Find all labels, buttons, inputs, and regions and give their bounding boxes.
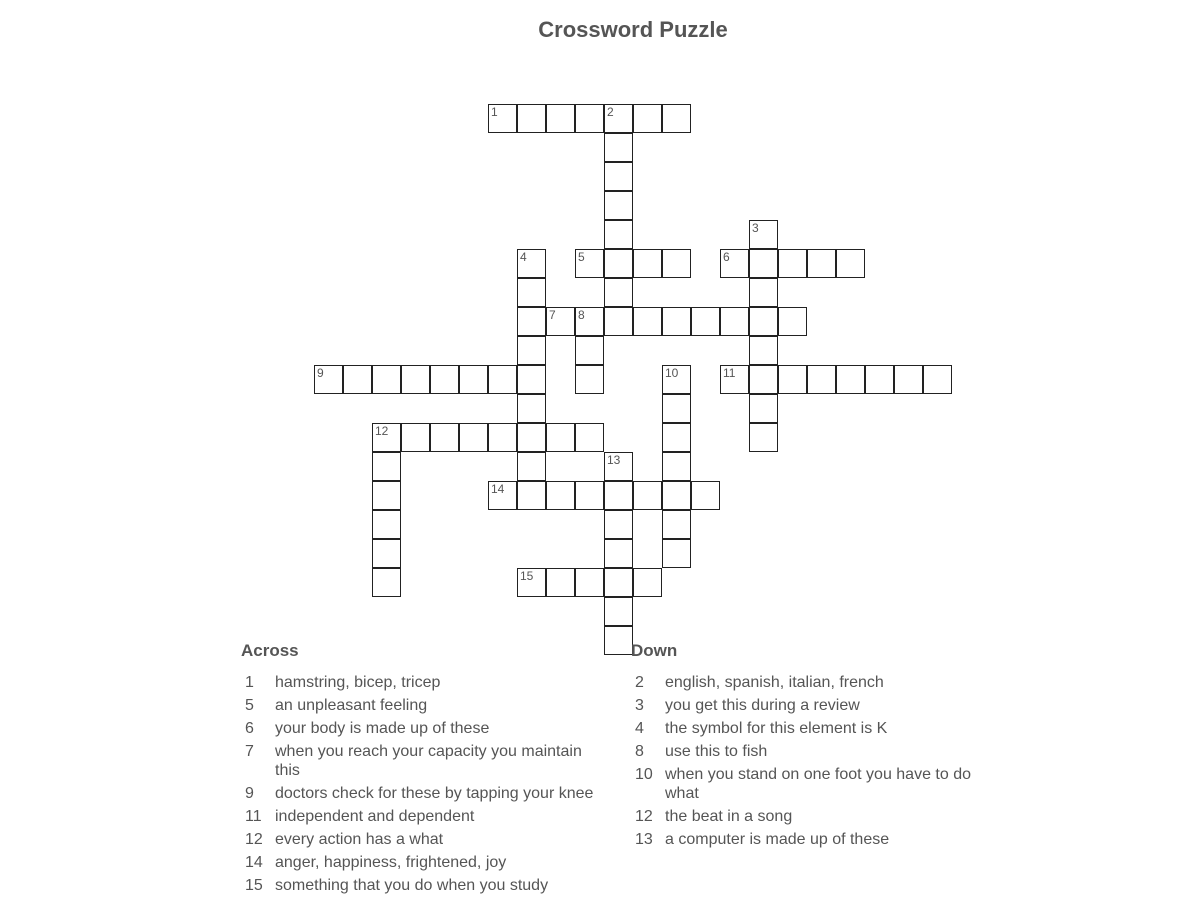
down-clue	[631, 830, 1001, 849]
grid-cell[interactable]	[633, 249, 662, 278]
grid-cell[interactable]	[517, 104, 546, 133]
grid-cell[interactable]	[778, 307, 807, 336]
grid-cell[interactable]	[604, 162, 633, 191]
clue-number: 15	[245, 877, 263, 894]
clue-text: when you reach your capacity you maintain this	[275, 743, 582, 779]
grid-cell[interactable]	[314, 365, 343, 394]
cell-number: 3	[752, 221, 759, 235]
grid-cell[interactable]	[575, 307, 604, 336]
grid-cell[interactable]	[517, 307, 546, 336]
clue-number: 13	[635, 831, 653, 848]
grid-cell[interactable]	[517, 249, 546, 278]
grid-cell[interactable]	[604, 568, 633, 597]
grid-cell[interactable]	[604, 220, 633, 249]
grid-cell[interactable]	[372, 365, 401, 394]
grid-cell[interactable]	[517, 278, 546, 307]
grid-cell[interactable]	[749, 307, 778, 336]
grid-cell[interactable]	[488, 365, 517, 394]
grid-cell[interactable]	[604, 278, 633, 307]
puzzle-title: Crossword Puzzle	[538, 17, 728, 42]
grid-cell[interactable]	[923, 365, 952, 394]
grid-cell[interactable]	[749, 394, 778, 423]
clue-number: 6	[245, 720, 254, 737]
down-clues	[631, 641, 1001, 853]
clue-text: english, spanish, italian, french	[665, 674, 884, 691]
cell-number: 9	[317, 366, 324, 380]
clue-text: your body is made up of these	[275, 720, 490, 737]
clue-text: when you stand on one foot you have to do what	[665, 766, 972, 802]
cell-number: 1	[491, 105, 498, 119]
clue-text: the symbol for this element is K	[665, 720, 888, 737]
grid-cell[interactable]	[488, 423, 517, 452]
cell-number: 4	[520, 250, 527, 264]
clue-text: doctors check for these by tapping your knee	[275, 785, 594, 802]
grid-cell[interactable]	[546, 104, 575, 133]
grid-cell[interactable]	[430, 365, 459, 394]
clue-number: 3	[635, 697, 644, 714]
across-clue	[241, 830, 611, 849]
clue-number: 12	[635, 808, 653, 825]
grid-cell[interactable]	[662, 307, 691, 336]
grid-cell[interactable]	[401, 365, 430, 394]
grid-cell[interactable]	[662, 452, 691, 481]
clue-number: 5	[245, 697, 254, 714]
grid-cell[interactable]	[372, 452, 401, 481]
grid-cell[interactable]	[662, 365, 691, 394]
grid-cell[interactable]	[604, 510, 633, 539]
clue-text: an unpleasant feeling	[275, 697, 428, 714]
grid-cell[interactable]	[604, 104, 633, 133]
across-heading: Across	[241, 641, 299, 660]
grid-cell[interactable]	[546, 307, 575, 336]
clue-text: something that you do when you study	[275, 877, 549, 894]
clue-number: 14	[245, 854, 263, 871]
across-clue	[241, 876, 611, 895]
grid-cell[interactable]	[720, 307, 749, 336]
across-clue	[241, 696, 611, 715]
grid-cell[interactable]	[604, 481, 633, 510]
grid-cell[interactable]	[604, 133, 633, 162]
grid-cell[interactable]	[633, 568, 662, 597]
grid-cell[interactable]	[401, 423, 430, 452]
grid-cell[interactable]	[662, 394, 691, 423]
grid-cell[interactable]	[459, 423, 488, 452]
grid-cell[interactable]	[546, 568, 575, 597]
clue-text: you get this during a review	[665, 697, 860, 714]
across-clue	[241, 853, 611, 872]
down-clue	[631, 765, 1001, 803]
cell-number: 14	[491, 482, 505, 496]
grid-cell[interactable]	[372, 510, 401, 539]
grid-cell[interactable]	[894, 365, 923, 394]
grid-cell[interactable]	[372, 568, 401, 597]
clue-number: 2	[635, 674, 644, 691]
grid-cell[interactable]	[633, 307, 662, 336]
grid-cell[interactable]	[604, 539, 633, 568]
grid-cell[interactable]	[372, 539, 401, 568]
cell-number: 15	[520, 569, 534, 583]
grid-cell[interactable]	[662, 249, 691, 278]
grid-cell[interactable]	[517, 452, 546, 481]
clue-number: 9	[245, 785, 254, 802]
cell-number: 11	[723, 366, 736, 380]
grid-cell[interactable]	[575, 336, 604, 365]
grid-cell[interactable]	[807, 249, 836, 278]
across-clues	[241, 641, 611, 899]
grid-cell[interactable]	[517, 423, 546, 452]
across-clue-list	[241, 673, 611, 895]
grid-cell[interactable]	[749, 423, 778, 452]
across-clue	[241, 719, 611, 738]
grid-cell[interactable]	[662, 510, 691, 539]
cell-number: 2	[607, 105, 614, 119]
grid-cell[interactable]	[662, 539, 691, 568]
cell-number: 6	[723, 250, 730, 264]
grid-cell[interactable]	[459, 365, 488, 394]
grid-cell[interactable]	[604, 597, 633, 626]
grid-cell[interactable]	[604, 307, 633, 336]
clue-text: anger, happiness, frightened, joy	[275, 854, 507, 871]
grid-cell[interactable]	[778, 365, 807, 394]
cell-number: 10	[665, 366, 679, 380]
grid-cell[interactable]	[720, 249, 749, 278]
across-clue	[241, 784, 611, 803]
down-heading: Down	[631, 641, 678, 660]
grid-cell[interactable]	[807, 365, 836, 394]
clue-number: 1	[245, 674, 254, 691]
grid-cell[interactable]	[691, 481, 720, 510]
across-clue	[241, 673, 611, 692]
clue-text: hamstring, bicep, tricep	[275, 674, 441, 691]
grid-cell[interactable]	[546, 481, 575, 510]
grid-cell[interactable]	[430, 423, 459, 452]
clue-number: 12	[245, 831, 263, 848]
grid-cell[interactable]	[720, 365, 749, 394]
down-clue	[631, 719, 1001, 738]
cell-number: 13	[607, 453, 621, 467]
clue-text: a computer is made up of these	[665, 831, 890, 848]
clue-text: every action has a what	[275, 831, 444, 848]
grid-cell[interactable]	[517, 568, 546, 597]
clue-text: use this to fish	[665, 743, 768, 760]
grid-cell[interactable]	[749, 220, 778, 249]
clue-number: 4	[635, 720, 644, 737]
grid-cell[interactable]	[749, 278, 778, 307]
grid-cell[interactable]	[633, 481, 662, 510]
grid-cell[interactable]	[517, 336, 546, 365]
grid-cell[interactable]	[749, 365, 778, 394]
clue-text: independent and dependent	[275, 808, 475, 825]
grid-cell[interactable]	[488, 104, 517, 133]
grid-cell[interactable]	[836, 249, 865, 278]
grid-cell[interactable]	[749, 336, 778, 365]
down-clue-list	[631, 673, 1001, 849]
across-clue	[241, 807, 611, 826]
grid-cell[interactable]	[778, 249, 807, 278]
cell-number: 7	[549, 308, 556, 322]
grid-cell[interactable]	[749, 249, 778, 278]
grid-cell[interactable]	[517, 365, 546, 394]
across-clue	[241, 742, 611, 780]
grid-cell[interactable]	[633, 104, 662, 133]
cell-number: 12	[375, 424, 389, 438]
down-clue	[631, 742, 1001, 761]
grid-cell[interactable]	[575, 365, 604, 394]
grid-cell[interactable]	[343, 365, 372, 394]
cell-number: 8	[578, 308, 585, 322]
grid-cell[interactable]	[604, 191, 633, 220]
down-clue	[631, 673, 1001, 692]
grid-cell[interactable]	[517, 394, 546, 423]
grid-cell[interactable]	[546, 423, 575, 452]
grid-cell[interactable]	[691, 307, 720, 336]
grid-cell[interactable]	[604, 452, 633, 481]
down-clue	[631, 807, 1001, 826]
grid-cell[interactable]	[662, 423, 691, 452]
clue-text: the beat in a song	[665, 808, 793, 825]
down-clue	[631, 696, 1001, 715]
grid-cell[interactable]	[575, 568, 604, 597]
grid-cell[interactable]	[865, 365, 894, 394]
grid-cell[interactable]	[575, 481, 604, 510]
clue-number: 8	[635, 743, 644, 760]
grid-cell[interactable]	[662, 481, 691, 510]
grid-cell[interactable]	[372, 481, 401, 510]
grid-cell[interactable]	[575, 249, 604, 278]
grid-cell[interactable]	[662, 104, 691, 133]
grid-cell[interactable]	[604, 249, 633, 278]
grid-cell[interactable]	[488, 481, 517, 510]
grid-cell[interactable]	[517, 481, 546, 510]
cell-number: 5	[578, 250, 585, 264]
clue-number: 11	[245, 808, 262, 825]
clue-number: 10	[635, 766, 653, 783]
clue-number: 7	[245, 743, 254, 760]
grid-cell[interactable]	[575, 104, 604, 133]
grid-cell[interactable]	[575, 423, 604, 452]
grid-cell[interactable]	[372, 423, 401, 452]
grid-cell[interactable]	[836, 365, 865, 394]
